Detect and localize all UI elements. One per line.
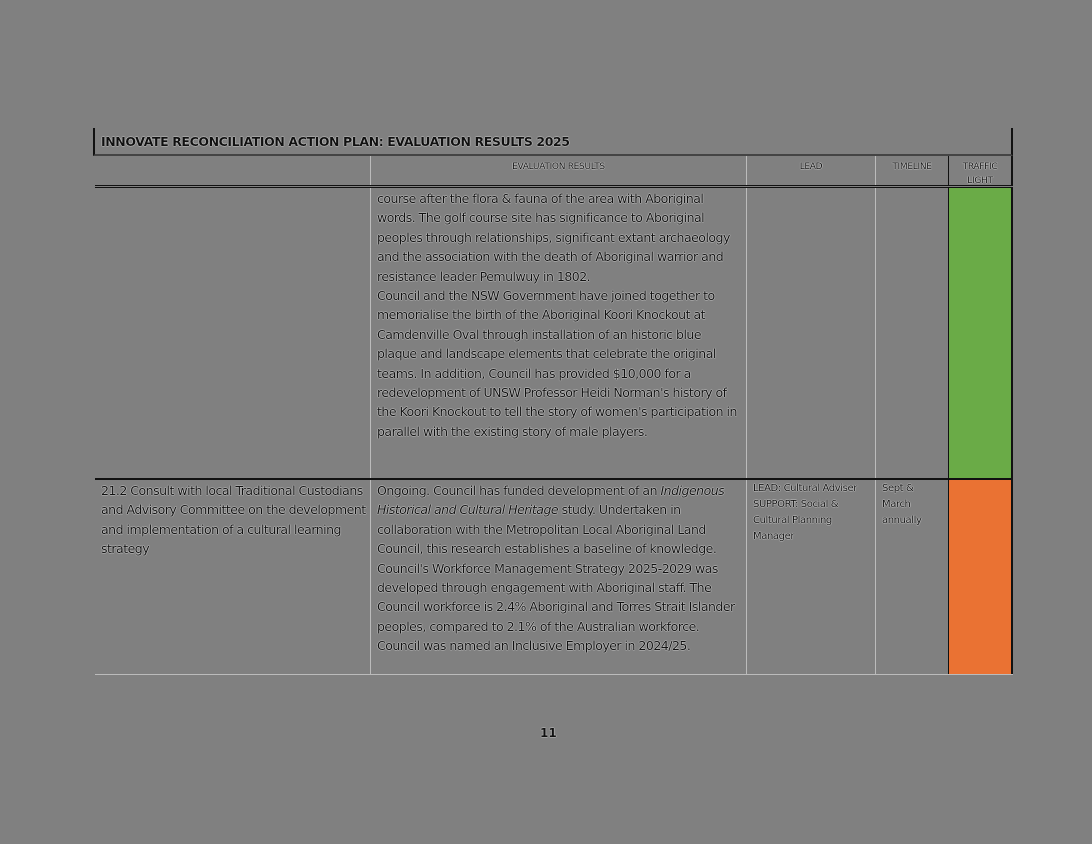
header-timeline: TIMELINE [876,156,949,185]
header-lead: LEAD [747,156,876,185]
lead-cell [747,188,876,478]
evaluation-cell [371,188,747,478]
page-number: 11 [540,726,557,740]
document-page [93,128,1013,675]
document-title: INNOVATE RECONCILIATION ACTION PLAN: EVALUATION RESULTS 2025 [101,134,570,149]
evaluation-lead-in: Ongoing. Council has funded development of an [377,483,661,498]
header-traffic-light: TRAFFIC LIGHT [949,156,1013,185]
action-cell [95,188,371,478]
table-row [95,480,1013,675]
traffic-light-orange [949,480,1013,674]
evaluation-rest: study. Undertaken in collaboration with the Metropolitan Local Aboriginal Land Council, this research establishes a baseline of knowledge. Council's Workforce Management Strategy 2025-2029 was developed through engagement with Aboriginal staff. The Council workforce is 2.4% Aboriginal and Torres Strait Islander peoples, compared to 2.1% of the Australian workforce. Council was named an Inclusive Employer in 2024/25. [377,502,735,654]
evaluation-cell [371,480,747,674]
evaluation-paragraph: course after the flora & fauna of the area with Aboriginal words. The golf course site has significance to Aboriginal peoples through relationships, significant extant archaeology and the association with the death of Aboriginal warrior and resistance leader Pemulwuy in 1802. [377,191,730,284]
traffic-light-green [949,188,1013,478]
timeline-cell: Sept & March annually [876,480,949,674]
study-title: Indigenous Historical and Cultural Heritage [377,483,725,518]
evaluation-paragraph: Council and the NSW Government have joined together to memorialise the birth of the Aboriginal Koori Knockout at Camdenville Oval through installation of an historic blue plaque and landscape elements that celebrate the original teams. In addition, Council has provided $10,000 for a redevelopment of UNSW Professor Heidi Norman's history of the Koori Knockout to tell the story of women's participation in parallel with the existing story of male players. [377,288,737,439]
table-row [95,188,1013,480]
header-evaluation-results: EVALUATION RESULTS [371,156,747,185]
action-cell: 21.2 Consult with local Traditional Custodians and Advisory Committee on the development and implementation of a cultural learning strategy [95,480,371,674]
lead-cell: LEAD: Cultural Adviser SUPPORT: Social & Cultural Planning Manager [747,480,876,674]
header-action [95,156,371,185]
timeline-cell [876,188,949,478]
title-bar [93,128,1013,156]
table-header-row [95,156,1013,188]
